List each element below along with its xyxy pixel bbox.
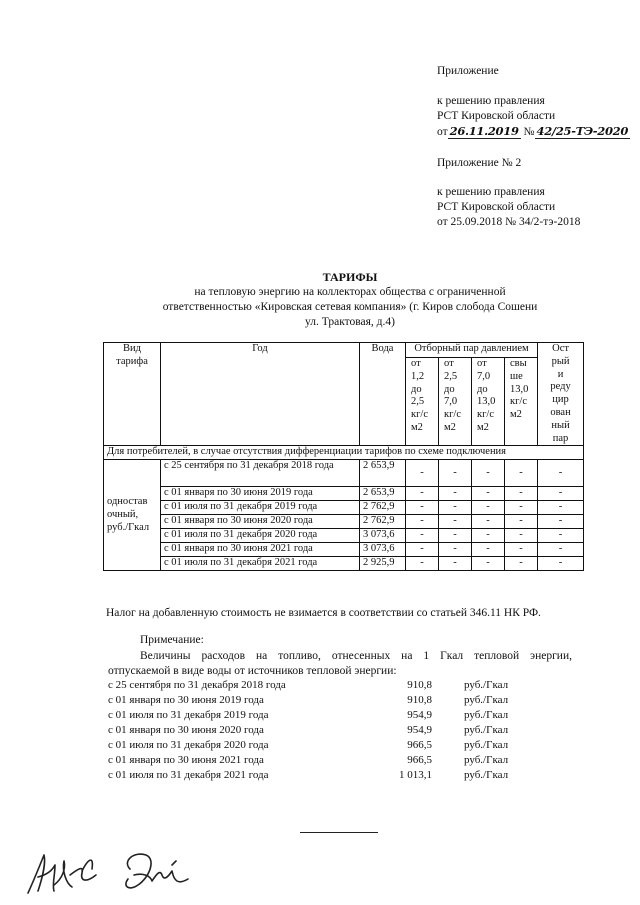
header-steam-2-5-7-0: от 2,5 до 7,0 кг/с м2 [439, 358, 472, 446]
note-title: Примечание: [140, 634, 204, 646]
title-line-3: ул. Трактовая, д.4) [305, 316, 395, 328]
table-section-row [104, 446, 584, 460]
fuel-unit: руб./Гкал [464, 769, 509, 781]
fuel-period: с 01 января по 30 июня 2019 года [108, 694, 264, 706]
title-line-1: на тепловую энергию на коллекторах общества с ограниченной [194, 286, 506, 298]
document-title: ТАРИФЫ [322, 270, 378, 284]
fuel-cost-row [108, 709, 528, 723]
fuel-period: с 25 сентября по 31 декабря 2018 года [108, 679, 286, 691]
dash-cell: - [538, 460, 584, 487]
period-cell: с 01 июля по 31 декабря 2019 года [161, 501, 360, 515]
dash-cell: - [439, 557, 472, 571]
dash-cell: - [538, 529, 584, 543]
water-value-cell: 2 762,9 [360, 515, 406, 529]
fuel-unit: руб./Гкал [464, 754, 509, 766]
dash-cell: - [538, 557, 584, 571]
dash-cell: - [538, 501, 584, 515]
fuel-value: 966,5 [407, 754, 432, 766]
dash-cell: - [439, 460, 472, 487]
dash-cell: - [472, 487, 505, 501]
fuel-value: 910,8 [407, 679, 432, 691]
tariff-type-cell: одностав очный, руб./Гкал [104, 460, 161, 571]
table-row [104, 543, 584, 557]
signature-1 [28, 855, 96, 893]
dash-cell: - [505, 487, 538, 501]
handwritten-number: 42/25-ТЭ-2020 [536, 124, 629, 138]
dash-cell: - [472, 543, 505, 557]
fuel-unit: руб./Гкал [464, 724, 509, 736]
water-value-cell: 2 762,9 [360, 501, 406, 515]
tariff-table [103, 342, 584, 571]
dash-cell: - [505, 515, 538, 529]
dash-cell: - [505, 543, 538, 557]
fuel-value: 954,9 [407, 724, 432, 736]
water-value-cell: 2 925,9 [360, 557, 406, 571]
table-row [104, 529, 584, 543]
dash-cell: - [505, 501, 538, 515]
dash-cell: - [472, 515, 505, 529]
dash-cell: - [472, 460, 505, 487]
number-prefix: № [523, 126, 535, 138]
dash-cell: - [538, 515, 584, 529]
header-steam-1-2-2-5: от 1,2 до 2,5 кг/с м2 [406, 358, 439, 446]
appendix-2-line-2: РСТ Кировской области [437, 201, 556, 213]
fuel-period: с 01 июля по 31 декабря 2020 года [108, 739, 269, 751]
title-line-2: ответственностью «Кировская сетевая компания» (г. Киров слобода Сошени [162, 301, 538, 313]
vat-note: Налог на добавленную стоимость не взимается в соответствии со статьей 346.11 НК РФ. [106, 607, 541, 619]
table-row [104, 487, 584, 501]
dash-cell: - [406, 487, 439, 501]
table-row [104, 460, 584, 487]
water-value-cell: 3 073,6 [360, 529, 406, 543]
decision-line-1: к решению правления [437, 95, 545, 107]
dash-cell: - [406, 557, 439, 571]
fuel-unit: руб./Гкал [464, 709, 509, 721]
dash-cell: - [406, 543, 439, 557]
water-value-cell: 3 073,6 [360, 543, 406, 557]
dash-cell: - [505, 529, 538, 543]
appendix-2-line-3: от 25.09.2018 № 34/2-тэ-2018 [437, 216, 581, 228]
dash-cell: - [505, 557, 538, 571]
dash-cell: - [439, 501, 472, 515]
decision-line-2: РСТ Кировской области [437, 110, 556, 122]
signature-2 [126, 854, 188, 888]
dash-cell: - [439, 487, 472, 501]
header-steam-7-0-13-0: от 7,0 до 13,0 кг/с м2 [472, 358, 505, 446]
appendix-title: Приложение [437, 65, 499, 77]
appendix-2-line-1: к решению правления [437, 186, 545, 198]
dash-cell: - [439, 543, 472, 557]
note-line-1: Величины расходов на топливо, отнесенных на 1 Гкал тепловой энергии, [140, 650, 572, 662]
fuel-period: с 01 июля по 31 декабря 2019 года [108, 709, 269, 721]
period-cell: с 01 января по 30 июня 2019 года [161, 487, 360, 501]
fuel-period: с 01 января по 30 июня 2021 года [108, 754, 264, 766]
appendix-2-title: Приложение № 2 [437, 157, 522, 169]
period-cell: с 25 сентября по 31 декабря 2018 года [161, 460, 360, 487]
fuel-unit: руб./Гкал [464, 694, 509, 706]
dash-cell: - [472, 501, 505, 515]
header-steam: Отборный пар давлением [406, 343, 538, 358]
dash-cell: - [472, 557, 505, 571]
dash-cell: - [406, 501, 439, 515]
header-kind: Вид тарифа [104, 343, 161, 446]
fuel-cost-row [108, 694, 528, 708]
separator-line [300, 832, 378, 833]
fuel-value: 1 013,1 [399, 769, 432, 781]
signatures [22, 845, 202, 900]
fuel-value: 910,8 [407, 694, 432, 706]
section-title: Для потребителей, в случае отсутствия дифференциации тарифов по схеме подключения [104, 446, 584, 460]
water-value-cell: 2 653,9 [360, 487, 406, 501]
table-row [104, 501, 584, 515]
dash-cell: - [472, 529, 505, 543]
period-cell: с 01 января по 30 июня 2021 года [161, 543, 360, 557]
fuel-cost-row [108, 724, 528, 738]
dash-cell: - [406, 529, 439, 543]
handwritten-date: 26.11.2019 [449, 124, 519, 138]
fuel-cost-row [108, 754, 528, 768]
header-water: Вода [360, 343, 406, 446]
date-prefix: от [437, 126, 448, 138]
fuel-cost-row [108, 769, 528, 783]
note-line-2: отпускаемой в виде воды от источников тепловой энергии: [108, 665, 397, 677]
header-year: Год [161, 343, 360, 446]
dash-cell: - [439, 515, 472, 529]
fuel-unit: руб./Гкал [464, 739, 509, 751]
header-reduced-steam: Ост рый и реду цир ован ный пар [538, 343, 584, 446]
fuel-value: 954,9 [407, 709, 432, 721]
fuel-value: 966,5 [407, 739, 432, 751]
table-row [104, 557, 584, 571]
fuel-cost-row [108, 739, 528, 753]
dash-cell: - [406, 515, 439, 529]
dash-cell: - [538, 487, 584, 501]
decision-date-line [437, 124, 630, 139]
dash-cell: - [505, 460, 538, 487]
period-cell: с 01 января по 30 июня 2020 года [161, 515, 360, 529]
dash-cell: - [439, 529, 472, 543]
fuel-cost-row [108, 679, 528, 693]
table-header-row [104, 343, 584, 358]
fuel-period: с 01 января по 30 июня 2020 года [108, 724, 264, 736]
water-value-cell: 2 653,9 [360, 460, 406, 487]
period-cell: с 01 июля по 31 декабря 2021 года [161, 557, 360, 571]
fuel-unit: руб./Гкал [464, 679, 509, 691]
table-row [104, 515, 584, 529]
header-steam-over-13-0: свы ше 13,0 кг/с м2 [505, 358, 538, 446]
dash-cell: - [406, 460, 439, 487]
dash-cell: - [538, 543, 584, 557]
period-cell: с 01 июля по 31 декабря 2020 года [161, 529, 360, 543]
fuel-period: с 01 июля по 31 декабря 2021 года [108, 769, 269, 781]
